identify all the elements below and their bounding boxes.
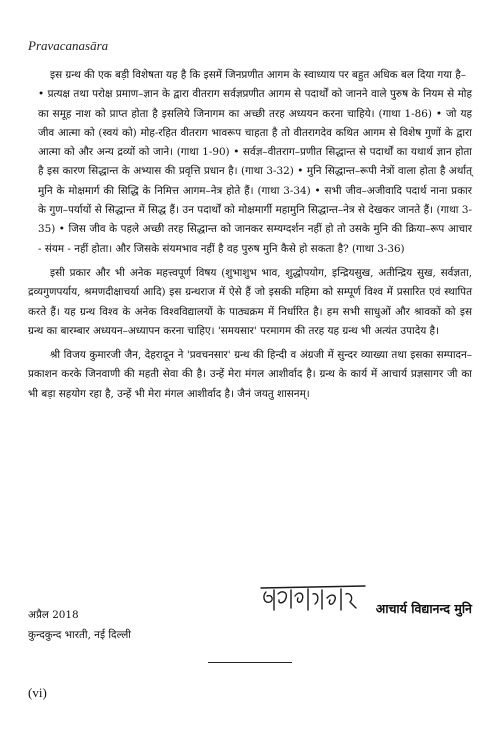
- paragraph-bullets: • प्रत्यक्ष तथा परोक्ष प्रमाण–ज्ञान के द्वारा वीतराग सर्वज्ञप्रणीत आगम से पदार्थों को जानने वाले पुरुष के नियम से मोह का समूह नाश को प्राप्त होता है इसलिये जिनागम का अच्छी तरह अध्ययन करना चाहिये। (गाथा 1-86) • जो यह जीव आत्मा को (स्वयं को) मोह-रहित वीतराग भावरूप चाहता है तो वीतरागदेव कथित आगम से विशेष गुणों के द्वारा आत्मा को और अन्य द्रव्यों को जाने। (गाथा 1-90) • सर्वज्ञ–वीतराग–प्रणीत सिद्धान्त से पदार्थों का यथार्थ ज्ञान होता है इस कारण सिद्धान्त के अभ्यास की प्रवृत्ति प्रधान है। (गाथा 3-32) • मुनि सिद्धान्त–रूपी नेत्रों वाला होता है अर्थात् मुनि के मोक्षमार्ग की सिद्धि के निमित्त आगम–नेत्र होते हैं। (गाथा 3-34) • सभी जीव–अजीवादि पदार्थ नाना प्रकार के गुण–पर्यायों से सिद्धान्त में सिद्ध हैं। उन पदार्थों को मोक्षमार्गी महामुनि सिद्धान्त–नेत्र से देखकर जानते हैं। (गाथा 3-35) • जिस जीव के पहले अच्छी तरह सिद्धान्त को जानकर सम्यग्दर्शन नहीं हो तो उसके मुनि की क्रिया–रूप आचार - संयम - नहीं होता। और जिसके संयमभाव नहीं है वह पुरुष मुनि कैसे हो सकता है? (गाथा 3-36): [38, 88, 472, 255]
- paragraph-intro: इस ग्रन्थ की एक बड़ी विशेषता यह है कि इसमें जिनप्रणीत आगम के स्वाध्याय पर बहुत अधिक बल दिया गया है–: [50, 69, 467, 81]
- handwritten-signature: [258, 578, 368, 616]
- page-number: (vi): [28, 685, 47, 700]
- paragraph-third: इसी प्रकार और भी अनेक महत्त्वपूर्ण विषय (शुभाशुभ भाव, शुद्धोपयोग, इन्द्रियसुख, अतीन्द्रिय सुख, सर्वज्ञता, द्रव्यगुणपर्याय, श्रमणदीक्षाचर्या आदि) इस ग्रन्थराज में ऐसे हैं जो इसकी महिमा को सम्पूर्ण विश्व में प्रसारित एवं स्थापित करते हैं। यह ग्रन्थ विश्व के अनेक विश्वविद्यालयों के पाठ्यक्रम में निर्धारित है। हम सभी साधुओं और श्रावकों को इस ग्रन्थ का बारम्बार अध्ययन–अध्यापन करना चाहिए। 'समयसार' परमागम की तरह यह ग्रन्थ भी अत्यंत उपादेय है।: [28, 266, 472, 337]
- date: अप्रैल 2018: [28, 609, 79, 621]
- signature-block: [28, 578, 472, 668]
- place: कुन्दकुन्द भारती, नई दिल्ली: [28, 629, 131, 641]
- page-header: Pravacanasāra: [28, 38, 109, 53]
- divider-rule: [208, 662, 292, 663]
- paragraph-fourth: श्री विजय कुमारजी जैन, देहरादून ने 'प्रवचनसार' ग्रन्थ की हिन्दी व अंग्रजी में सुन्दर व्याख्या तथा इसका सम्पादन–प्रकाशन करके जिनवाणी की महती सेवा की है। उन्हें मेरा मंगल आशीर्वाद है। ग्रन्थ के कार्य में आचार्य प्रज्ञसागर जी का भी बड़ा सहयोग रहा है, उन्हें भी मेरा मंगल आशीर्वाद है। जैनं जयतु शासनम्।: [28, 349, 472, 400]
- preface-body: [28, 66, 472, 404]
- signer-name: आचार्य विद्यानन्द मुनि: [375, 601, 472, 616]
